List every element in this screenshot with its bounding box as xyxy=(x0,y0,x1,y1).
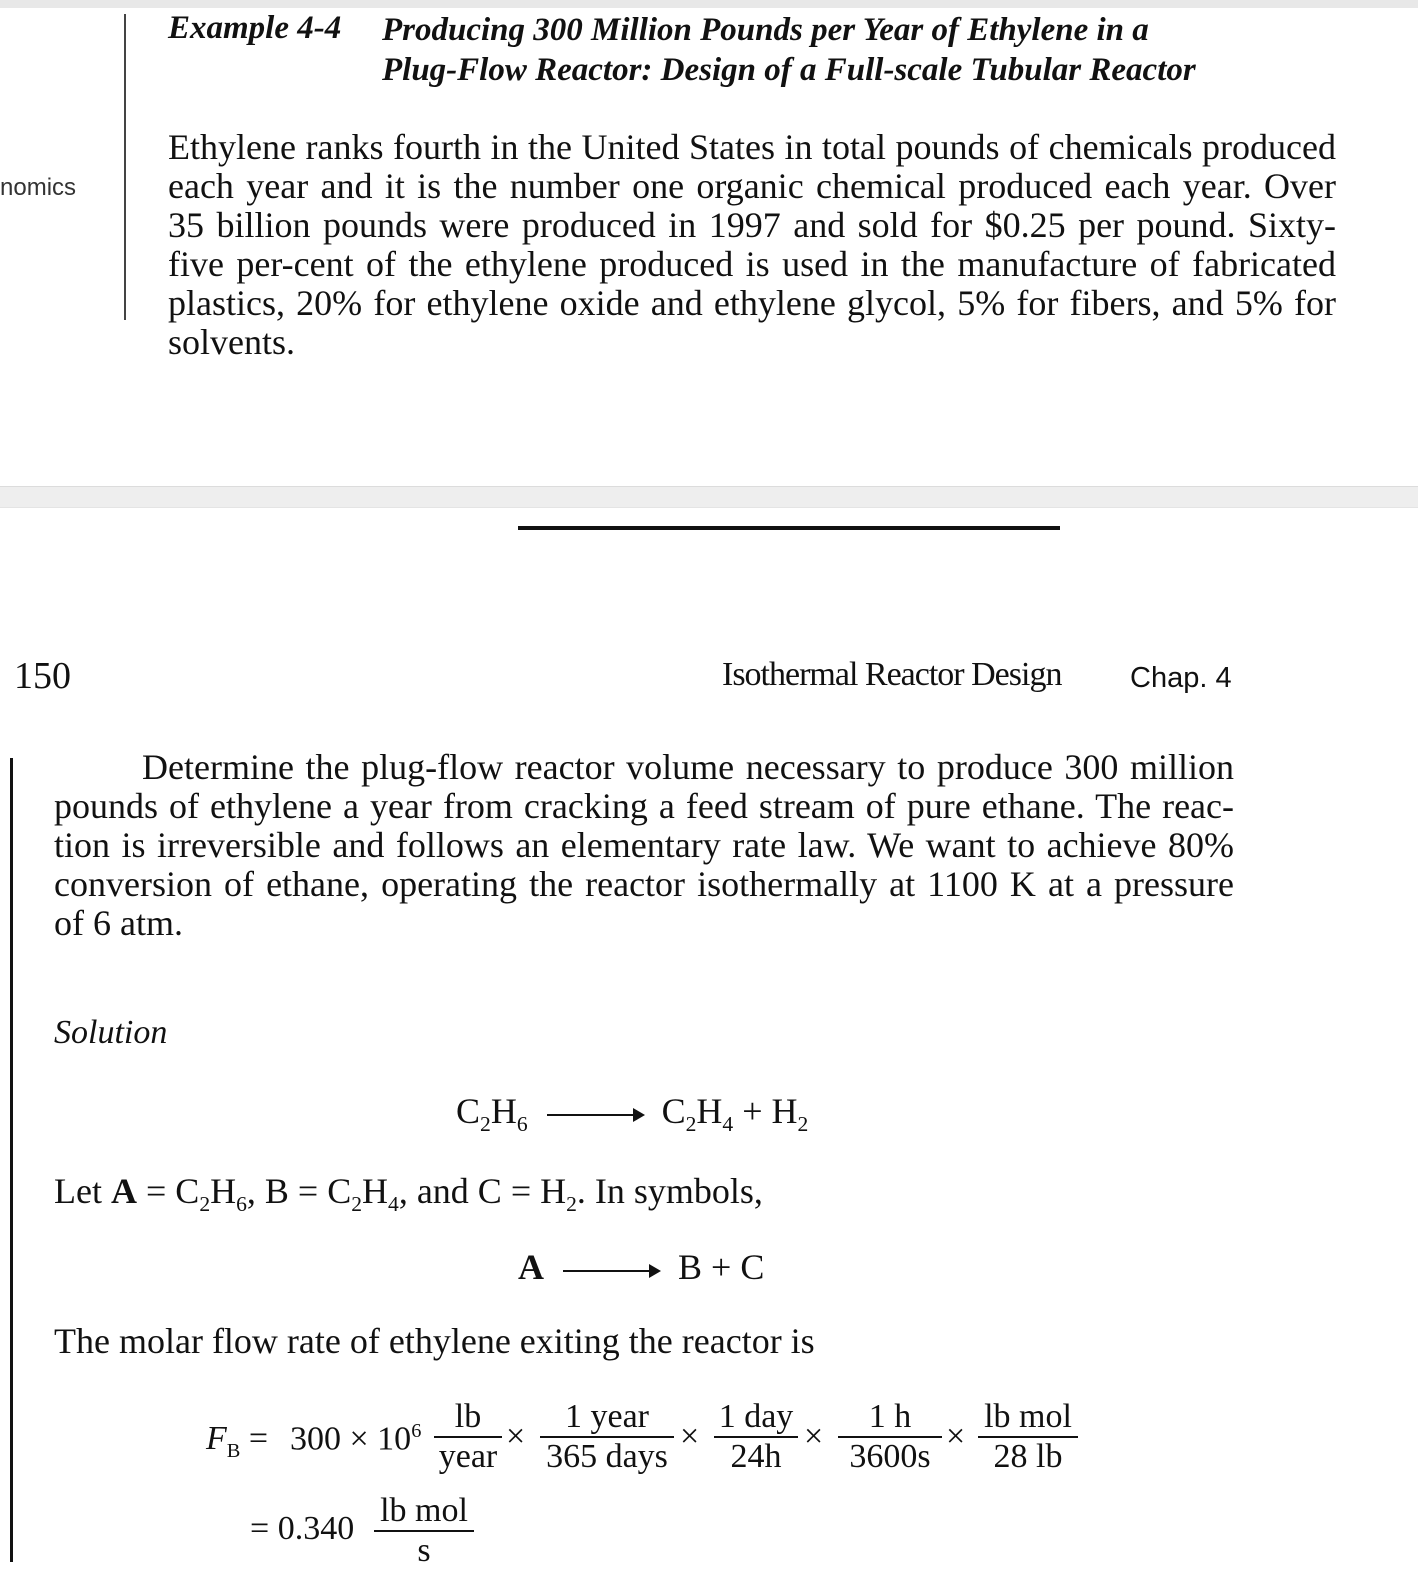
let-word: Let xyxy=(54,1171,102,1211)
symbol-equation: A B + C xyxy=(518,1247,765,1287)
margin-rule-bottom xyxy=(10,758,13,1562)
example-label: Example 4-4 xyxy=(168,10,342,46)
reaction-arrow xyxy=(547,1114,643,1116)
molar-flow-sentence: The molar flow rate of ethylene exiting the reactor is xyxy=(54,1321,815,1361)
fraction-denominator: year xyxy=(438,1438,498,1475)
fraction-numerator: 1 year xyxy=(540,1398,674,1438)
fraction-year-days xyxy=(540,1398,674,1476)
fb-coefficient-text: 300 × 10 xyxy=(290,1420,412,1458)
result-value: = 0.340 xyxy=(250,1510,355,1547)
fraction-lbmol-per-lb xyxy=(978,1398,1078,1476)
fraction-lb-per-year xyxy=(434,1398,502,1476)
fraction-denominator: s xyxy=(417,1532,431,1569)
fraction-numerator: lb mol xyxy=(978,1398,1078,1438)
symbol-arrow xyxy=(563,1270,659,1272)
reaction-equation: $C_2H_6$ $C_2H_4 + H_2$ xyxy=(456,1091,809,1137)
times-sign: × xyxy=(506,1418,526,1455)
example-title-line-2: Plug-Flow Reactor: Design of a Full-scale Tubular Reactor xyxy=(382,52,1196,88)
fraction-result-units xyxy=(374,1492,474,1570)
fraction-hour-seconds xyxy=(838,1398,942,1476)
intro-paragraph: Ethylene ranks fourth in the United States in total pounds of chemicals produced each year and it is the number one organic chemical produced each year. Over 35 billion pounds were produced in 1997 and sold for $0.25 per pound. Sixty-five per-cent of the ethylene produced is used in the manufacture of fabricated plastics, 20% for ethylene oxide and ethylene glycol, 5% for fibers, and 5% for solvents. xyxy=(168,127,1336,362)
result-number: 0.340 xyxy=(277,1510,355,1547)
problem-paragraph: Determine the plug-flow reactor volume necessary to produce 300 million pounds of ethylene a year from cracking a feed stream of pure ethane. The reac-tion is irreversible and follows an elementary rate law. We want to achieve 80% conversion of ethane, operating the reactor isothermally at 1100 K at a pressure of 6 atm. xyxy=(54,747,1234,943)
let-statement: Let $A = C_2H_6$, $B = C_2H_4$, and $C = H_2$. In symbols, xyxy=(54,1171,763,1217)
times-sign: × xyxy=(804,1418,824,1455)
times-sign: × xyxy=(680,1418,700,1455)
page-separator xyxy=(0,486,1418,508)
example-title-line-1: Producing 300 Million Pounds per Year of Ethylene in a xyxy=(382,12,1149,48)
solution-label: Solution xyxy=(54,1014,168,1051)
fraction-denominator: 365 days xyxy=(546,1438,668,1475)
chapter-label: Chap. 4 xyxy=(1130,662,1232,694)
fb-coefficient: $300 \times 10^6$ xyxy=(290,1420,422,1458)
in-symbols: In symbols, xyxy=(594,1171,763,1211)
running-head: Isothermal Reactor Design xyxy=(722,656,1062,693)
fraction-denominator: 28 lb xyxy=(993,1438,1063,1475)
horizontal-rule xyxy=(518,526,1060,530)
example-title xyxy=(382,10,1196,90)
fraction-numerator: lb xyxy=(434,1398,502,1438)
fraction-denominator: 24h xyxy=(730,1438,782,1475)
fb-symbol: $F_B$ = xyxy=(206,1420,269,1462)
fraction-numerator: 1 day xyxy=(714,1398,798,1438)
fraction-day-hours xyxy=(714,1398,798,1476)
page-number: 150 xyxy=(14,655,71,697)
margin-fragment: nomics xyxy=(0,174,77,201)
top-page-edge xyxy=(0,0,1418,8)
times-sign: × xyxy=(946,1418,966,1455)
fraction-denominator: 3600s xyxy=(849,1438,931,1475)
fraction-numerator: lb mol xyxy=(374,1492,474,1532)
fraction-numerator: 1 h xyxy=(838,1398,942,1438)
margin-rule-top xyxy=(124,14,126,320)
